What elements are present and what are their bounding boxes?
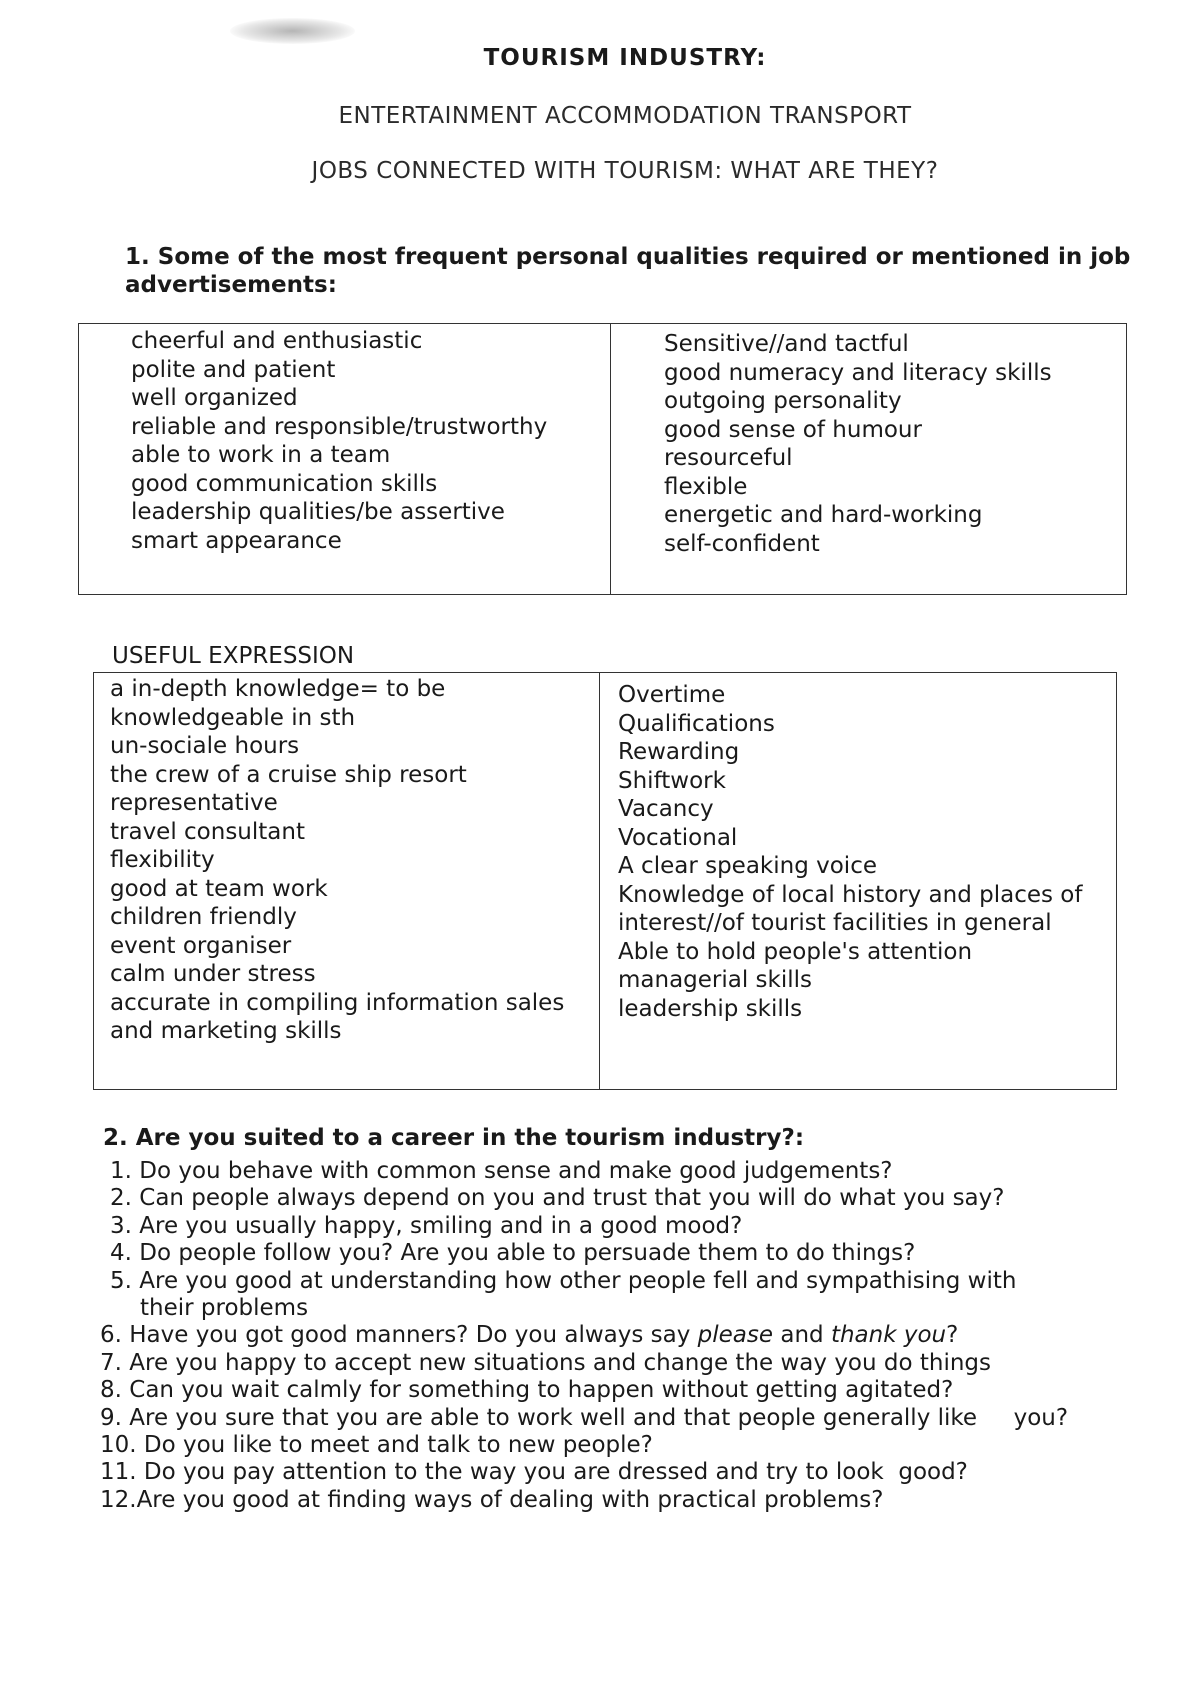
list-item: a in-depth knowledge= to be	[110, 676, 446, 702]
question-item: 5. Are you good at understanding how other people fell and sympathising with	[110, 1267, 1017, 1294]
question-item: 3. Are you usually happy, smiling and in a good mood?	[110, 1212, 743, 1239]
list-item: managerial skills	[618, 967, 813, 993]
useful-expression-label: USEFUL EXPRESSION	[112, 643, 355, 669]
list-item: Shiftwork	[618, 767, 726, 794]
qualities-table	[78, 323, 1127, 595]
question-item: 7. Are you happy to accept new situations and change the way you do things	[100, 1349, 992, 1376]
qualities-table-divider	[610, 324, 611, 594]
question-item: 11. Do you pay attention to the way you are dressed and try to look good?	[100, 1459, 968, 1486]
list-item: well organized	[131, 385, 298, 411]
list-item: self-confident	[664, 530, 820, 557]
question-item-continued: their problems	[140, 1295, 309, 1322]
question-text: and	[773, 1322, 831, 1349]
page-question: JOBS CONNECTED WITH TOURISM: WHAT ARE THEY?	[311, 158, 939, 184]
list-item: outgoing personality	[664, 388, 902, 414]
list-item: event organiser	[110, 932, 292, 959]
question-list	[100, 1158, 1068, 1514]
list-item: Vocational	[618, 824, 738, 851]
question-item: 9. Are you sure that you are able to work well and that people generally like you?	[100, 1404, 1069, 1431]
list-item: energetic and hard-working	[664, 502, 983, 528]
qualities-left-column	[131, 327, 547, 555]
list-item: interest//of tourist facilities in general	[618, 910, 1052, 936]
list-item: smart appearance	[131, 527, 342, 554]
scan-smudge	[230, 18, 355, 44]
list-item: good communication skills	[131, 470, 438, 497]
list-item: flexible	[664, 473, 748, 500]
question-text: ?	[946, 1322, 959, 1349]
list-item: and marketing skills	[110, 1018, 342, 1044]
list-item: Qualifications	[618, 710, 775, 737]
list-item: the crew of a cruise ship resort	[110, 761, 467, 788]
question-text: 6. Have you got good manners? Do you always say	[100, 1322, 698, 1349]
list-item: resourceful	[664, 445, 793, 471]
question-item: 2. Can people always depend on you and trust that you will do what you say?	[110, 1185, 1005, 1212]
list-item: Knowledge of local history and places of	[618, 881, 1083, 908]
question-item: 10. Do you like to meet and talk to new people?	[100, 1432, 653, 1459]
list-item: travel consultant	[110, 818, 305, 845]
section1-heading: 1. Some of the most frequent personal qualities required or mentioned in job advertisements:	[125, 244, 1131, 298]
question-emphasis: thank you	[830, 1322, 947, 1349]
list-item: good at team work	[110, 875, 328, 902]
list-item: leadership qualities/be assertive	[131, 499, 505, 525]
question-item: 12.Are you good at finding ways of dealing with practical problems?	[100, 1486, 884, 1513]
useful-table-divider	[599, 673, 600, 1089]
section2-heading: 2. Are you suited to a career in the tourism industry?:	[103, 1125, 805, 1151]
list-item: Able to hold people's attention	[618, 938, 973, 965]
list-item: A clear speaking voice	[618, 853, 877, 879]
qualities-right-column	[664, 330, 1052, 558]
list-item: good numeracy and literacy skills	[664, 359, 1052, 386]
page-subtitle: ENTERTAINMENT ACCOMMODATION TRANSPORT	[338, 103, 912, 129]
list-item: polite and patient	[131, 356, 336, 383]
list-item: calm under stress	[110, 961, 316, 987]
list-item: cheerful and enthusiastic	[131, 328, 423, 354]
useful-expression-table	[93, 672, 1117, 1090]
list-item: leadership skills	[618, 995, 803, 1022]
question-item: 1. Do you behave with common sense and make good judgements?	[110, 1158, 893, 1184]
list-item: un-sociale hours	[110, 733, 300, 759]
list-item: good sense of humour	[664, 416, 922, 443]
question-item	[100, 1322, 1068, 1349]
list-item: Sensitive//and tactful	[664, 331, 909, 357]
list-item: representative	[110, 790, 278, 816]
useful-left-column	[110, 675, 564, 1046]
list-item: Vacancy	[618, 796, 714, 822]
page-title: TOURISM INDUSTRY:	[483, 45, 767, 71]
list-item: flexibility	[110, 847, 215, 873]
list-item: able to work in a team	[131, 442, 391, 468]
question-emphasis: please	[697, 1322, 774, 1349]
list-item: Rewarding	[618, 739, 740, 765]
question-item: 4. Do people follow you? Are you able to persuade them to do things?	[110, 1240, 916, 1267]
list-item: children friendly	[110, 904, 297, 930]
list-item: reliable and responsible/trustworthy	[131, 413, 548, 440]
list-item: accurate in compiling information sales	[110, 989, 565, 1016]
useful-right-column	[618, 681, 1082, 1023]
question-item: 8. Can you wait calmly for something to happen without getting agitated?	[100, 1377, 954, 1404]
list-item: Overtime	[618, 682, 726, 708]
list-item: knowledgeable in sth	[110, 704, 356, 731]
